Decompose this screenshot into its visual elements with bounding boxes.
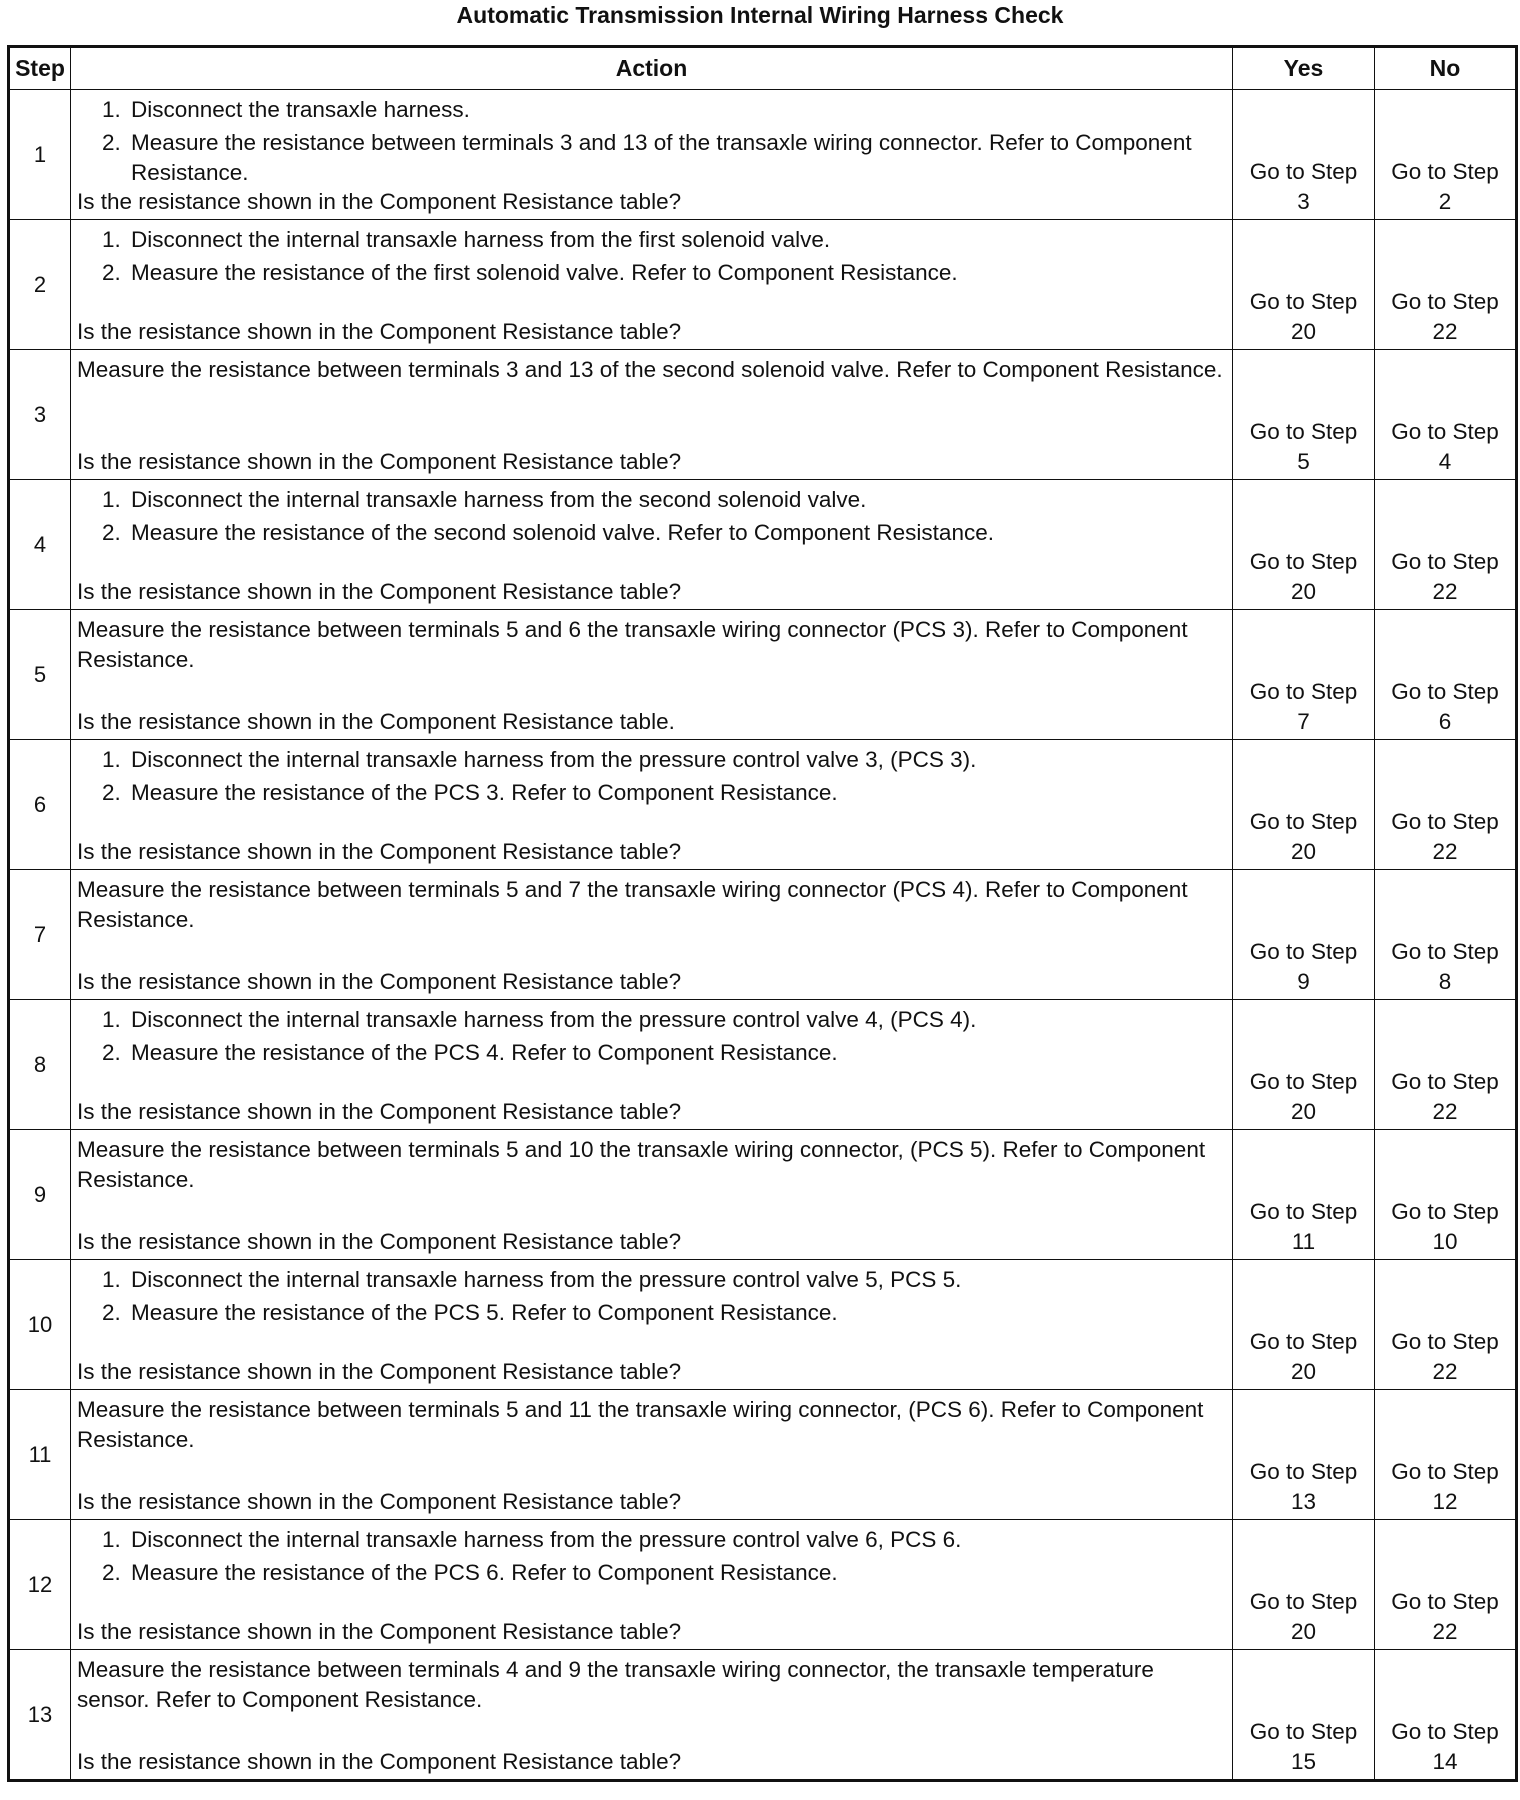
- go-to-step-label: Go to Step: [1391, 1329, 1499, 1354]
- no-target-step: 14: [1432, 1749, 1458, 1774]
- yes-target-step: 20: [1290, 1099, 1317, 1124]
- action-cell: [71, 1260, 1233, 1390]
- no-result: [1375, 937, 1515, 997]
- action-cell: [71, 740, 1233, 870]
- no-result: [1375, 1327, 1515, 1387]
- go-to-step-label: Go to Step: [1249, 1069, 1358, 1094]
- no-target-step: 22: [1432, 1099, 1458, 1124]
- action-question: Is the resistance shown in the Component Resistance table?: [77, 839, 682, 864]
- action-question: Is the resistance shown in the Component Resistance table?: [77, 1489, 682, 1514]
- yes-result-cell: [1233, 1520, 1375, 1650]
- harness-check-table: [7, 45, 1518, 1782]
- table-row: [9, 90, 1517, 220]
- go-to-step-label: Go to Step: [1391, 679, 1499, 704]
- substep-item: 1. Disconnect the internal transaxle harness from the second solenoid valve.: [127, 485, 1224, 515]
- go-to-step-label: Go to Step: [1249, 679, 1358, 704]
- action-instructions: [77, 875, 1224, 935]
- substep-list: [77, 1525, 1224, 1588]
- no-result: [1375, 287, 1515, 347]
- no-result: [1375, 547, 1515, 607]
- yes-result: [1233, 417, 1374, 477]
- no-result-cell: [1375, 610, 1517, 740]
- yes-result-cell: [1233, 350, 1375, 480]
- no-target-step: 8: [1438, 969, 1452, 994]
- yes-target-step: 3: [1297, 189, 1310, 214]
- substep-item: 1. Disconnect the internal transaxle harness from the pressure control valve 3, (PCS 3).: [127, 745, 1224, 775]
- yes-result: [1233, 1327, 1374, 1387]
- go-to-step-label: Go to Step: [1249, 1199, 1358, 1224]
- action-instructions: [77, 1655, 1224, 1715]
- action-cell: [71, 1130, 1233, 1260]
- action-question: Is the resistance shown in the Component Resistance table?: [77, 1229, 682, 1254]
- no-result-cell: [1375, 740, 1517, 870]
- action-instructions: [77, 1005, 1224, 1071]
- action-question: Is the resistance shown in the Component Resistance table?: [77, 1619, 682, 1644]
- yes-target-step: 20: [1290, 1619, 1317, 1644]
- table-row: [9, 1650, 1517, 1781]
- action-cell: [71, 1650, 1233, 1781]
- no-result-cell: [1375, 90, 1517, 220]
- no-result-cell: [1375, 870, 1517, 1000]
- table-row: [9, 610, 1517, 740]
- yes-target-step: 20: [1290, 579, 1317, 604]
- action-question: Is the resistance shown in the Component Resistance table?: [77, 1359, 682, 1384]
- action-cell: [71, 610, 1233, 740]
- action-cell: [71, 480, 1233, 610]
- table-row: [9, 1260, 1517, 1390]
- yes-result-cell: [1233, 870, 1375, 1000]
- table-body: [9, 90, 1517, 1781]
- no-result: [1375, 1717, 1515, 1777]
- yes-target-step: 15: [1290, 1749, 1317, 1774]
- action-cell: [71, 1390, 1233, 1520]
- yes-result: [1233, 1197, 1374, 1257]
- step-number: 8: [9, 1000, 71, 1130]
- action-cell: [71, 90, 1233, 220]
- substep-item: 1. Disconnect the internal transaxle harness from the pressure control valve 6, PCS 6.: [127, 1525, 1224, 1555]
- go-to-step-label: Go to Step: [1249, 809, 1358, 834]
- no-result-cell: [1375, 1260, 1517, 1390]
- yes-result: [1233, 1587, 1374, 1647]
- yes-result-cell: [1233, 1650, 1375, 1781]
- table-row: [9, 1520, 1517, 1650]
- no-target-step: 22: [1432, 839, 1458, 864]
- yes-result-cell: [1233, 1130, 1375, 1260]
- substep-list: [77, 1005, 1224, 1068]
- action-instructions: [77, 355, 1224, 385]
- action-instructions: [77, 485, 1224, 551]
- action-question: Is the resistance shown in the Component Resistance table?: [77, 449, 682, 474]
- yes-result-cell: [1233, 90, 1375, 220]
- step-number: 7: [9, 870, 71, 1000]
- go-to-step-label: Go to Step: [1249, 159, 1358, 184]
- action-cell: [71, 1520, 1233, 1650]
- substep-item: 2. Measure the resistance of the first solenoid valve. Refer to Component Resistance.: [127, 258, 1224, 288]
- yes-result: [1233, 1717, 1374, 1777]
- step-number: 11: [9, 1390, 71, 1520]
- yes-result-cell: [1233, 740, 1375, 870]
- action-paragraph: Measure the resistance between terminals 5 and 6 the transaxle wiring connector (PCS 3). Refer to Component Resistance.: [77, 617, 1188, 672]
- action-instructions: [77, 615, 1224, 675]
- action-instructions: [77, 745, 1224, 811]
- go-to-step-label: Go to Step: [1249, 419, 1358, 444]
- step-number: 5: [9, 610, 71, 740]
- action-question: Is the resistance shown in the Component Resistance table?: [77, 319, 682, 344]
- no-target-step: 22: [1432, 1359, 1458, 1384]
- action-question: Is the resistance shown in the Component Resistance table?: [77, 189, 682, 214]
- table-row: [9, 740, 1517, 870]
- substep-item: 1. Disconnect the internal transaxle harness from the pressure control valve 5, PCS 5.: [127, 1265, 1224, 1295]
- yes-result: [1233, 677, 1374, 737]
- action-instructions: [77, 1525, 1224, 1591]
- step-number: 10: [9, 1260, 71, 1390]
- go-to-step-label: Go to Step: [1249, 939, 1358, 964]
- yes-result: [1233, 157, 1374, 217]
- no-column-header: No: [1375, 47, 1517, 90]
- yes-result-cell: [1233, 1000, 1375, 1130]
- go-to-step-label: Go to Step: [1249, 1329, 1358, 1354]
- yes-target-step: 9: [1297, 969, 1310, 994]
- yes-column-header: Yes: [1233, 47, 1375, 90]
- step-number: 9: [9, 1130, 71, 1260]
- yes-result-cell: [1233, 220, 1375, 350]
- header-row: [9, 47, 1517, 90]
- substep-item: 2. Measure the resistance of the PCS 5. Refer to Component Resistance.: [127, 1298, 1224, 1328]
- go-to-step-label: Go to Step: [1391, 549, 1499, 574]
- no-result: [1375, 157, 1515, 217]
- no-result: [1375, 1587, 1515, 1647]
- go-to-step-label: Go to Step: [1391, 419, 1499, 444]
- no-result-cell: [1375, 480, 1517, 610]
- go-to-step-label: Go to Step: [1249, 1719, 1358, 1744]
- action-question: Is the resistance shown in the Component Resistance table?: [77, 1099, 682, 1124]
- substep-item: 1. Disconnect the internal transaxle harness from the first solenoid valve.: [127, 225, 1224, 255]
- yes-result-cell: [1233, 1390, 1375, 1520]
- go-to-step-label: Go to Step: [1391, 1199, 1499, 1224]
- action-instructions: [77, 1135, 1224, 1195]
- step-number: 6: [9, 740, 71, 870]
- action-instructions: [77, 225, 1224, 291]
- yes-target-step: 5: [1297, 449, 1310, 474]
- yes-result: [1233, 1067, 1374, 1127]
- step-number: 12: [9, 1520, 71, 1650]
- action-question: Is the resistance shown in the Component Resistance table?: [77, 969, 682, 994]
- go-to-step-label: Go to Step: [1249, 1589, 1358, 1614]
- substep-list: [77, 485, 1224, 548]
- no-target-step: 22: [1432, 319, 1458, 344]
- substep-list: [77, 95, 1224, 188]
- go-to-step-label: Go to Step: [1391, 159, 1499, 184]
- table-row: [9, 870, 1517, 1000]
- action-instructions: [77, 1395, 1224, 1455]
- action-question: Is the resistance shown in the Component Resistance table?: [77, 579, 682, 604]
- substep-list: [77, 745, 1224, 808]
- go-to-step-label: Go to Step: [1391, 1069, 1499, 1094]
- action-paragraph: Measure the resistance between terminals 5 and 7 the transaxle wiring connector (PCS 4). Refer to Component Resistance.: [77, 877, 1188, 932]
- go-to-step-label: Go to Step: [1391, 1459, 1499, 1484]
- action-paragraph: Measure the resistance between terminals 5 and 10 the transaxle wiring connector, (PCS 5). Refer to Component Resistance.: [77, 1137, 1206, 1192]
- yes-target-step: 20: [1290, 319, 1317, 344]
- go-to-step-label: Go to Step: [1391, 809, 1499, 834]
- table-row: [9, 220, 1517, 350]
- no-target-step: 10: [1432, 1229, 1458, 1254]
- action-paragraph: Measure the resistance between terminals 3 and 13 of the second solenoid valve. Refer to Component Resistance.: [77, 357, 1223, 382]
- table-row: [9, 1000, 1517, 1130]
- yes-result-cell: [1233, 610, 1375, 740]
- yes-target-step: 20: [1290, 1359, 1317, 1384]
- step-number: 3: [9, 350, 71, 480]
- no-target-step: 22: [1432, 1619, 1458, 1644]
- substep-item: 2. Measure the resistance of the PCS 3. Refer to Component Resistance.: [127, 778, 1224, 808]
- action-cell: [71, 220, 1233, 350]
- substep-item: 2. Measure the resistance of the second solenoid valve. Refer to Component Resistance.: [127, 518, 1224, 548]
- no-result-cell: [1375, 1000, 1517, 1130]
- substep-list: [77, 1265, 1224, 1328]
- no-result: [1375, 1197, 1515, 1257]
- go-to-step-label: Go to Step: [1249, 549, 1358, 574]
- no-target-step: 6: [1438, 709, 1452, 734]
- yes-result: [1233, 937, 1374, 997]
- substep-item: 1. Disconnect the internal transaxle harness from the pressure control valve 4, (PCS 4).: [127, 1005, 1224, 1035]
- action-instructions: [77, 1265, 1224, 1331]
- yes-target-step: 13: [1290, 1489, 1317, 1514]
- no-result: [1375, 677, 1515, 737]
- action-column-header: Action: [71, 47, 1233, 90]
- no-result-cell: [1375, 1130, 1517, 1260]
- no-result: [1375, 417, 1515, 477]
- substep-item: 2. Measure the resistance of the PCS 6. Refer to Component Resistance.: [127, 1558, 1224, 1588]
- substep-item: 2. Measure the resistance between terminals 3 and 13 of the transaxle wiring connector. Refer to Component Resistance.: [127, 128, 1224, 188]
- no-target-step: 22: [1432, 579, 1458, 604]
- action-question: Is the resistance shown in the Component Resistance table.: [77, 709, 675, 734]
- no-result-cell: [1375, 220, 1517, 350]
- table-row: [9, 350, 1517, 480]
- no-result: [1375, 807, 1515, 867]
- step-number: 2: [9, 220, 71, 350]
- no-result-cell: [1375, 1390, 1517, 1520]
- yes-target-step: 20: [1290, 839, 1317, 864]
- page-title: Automatic Transmission Internal Wiring Harness Check: [456, 2, 1064, 28]
- no-result: [1375, 1457, 1515, 1517]
- substep-item: 2. Measure the resistance of the PCS 4. Refer to Component Resistance.: [127, 1038, 1224, 1068]
- yes-result: [1233, 807, 1374, 867]
- action-cell: [71, 1000, 1233, 1130]
- step-number: 13: [9, 1650, 71, 1781]
- action-question: Is the resistance shown in the Component Resistance table?: [77, 1749, 682, 1774]
- table-row: [9, 480, 1517, 610]
- yes-result-cell: [1233, 1260, 1375, 1390]
- step-number: 4: [9, 480, 71, 610]
- go-to-step-label: Go to Step: [1249, 1459, 1358, 1484]
- action-instructions: [77, 95, 1224, 191]
- substep-item: 1. Disconnect the transaxle harness.: [127, 95, 1224, 125]
- action-paragraph: Measure the resistance between terminals 4 and 9 the transaxle wiring connector, the transaxle temperature sensor. Refer to Component Resistance.: [77, 1657, 1154, 1712]
- go-to-step-label: Go to Step: [1391, 289, 1499, 314]
- no-target-step: 2: [1438, 189, 1452, 214]
- action-cell: [71, 350, 1233, 480]
- go-to-step-label: Go to Step: [1391, 939, 1499, 964]
- step-column-header: Step: [9, 47, 71, 90]
- step-number: 1: [9, 90, 71, 220]
- yes-target-step: 11: [1291, 1229, 1316, 1254]
- go-to-step-label: Go to Step: [1391, 1719, 1499, 1744]
- go-to-step-label: Go to Step: [1249, 289, 1358, 314]
- yes-result: [1233, 547, 1374, 607]
- no-result-cell: [1375, 1650, 1517, 1781]
- yes-target-step: 7: [1297, 709, 1310, 734]
- yes-result: [1233, 1457, 1374, 1517]
- substep-list: [77, 225, 1224, 288]
- go-to-step-label: Go to Step: [1391, 1589, 1499, 1614]
- action-cell: [71, 870, 1233, 1000]
- yes-result: [1233, 287, 1374, 347]
- table-row: [9, 1130, 1517, 1260]
- table-row: [9, 1390, 1517, 1520]
- yes-result-cell: [1233, 480, 1375, 610]
- no-result: [1375, 1067, 1515, 1127]
- no-target-step: 4: [1438, 449, 1452, 474]
- no-target-step: 12: [1432, 1489, 1458, 1514]
- no-result-cell: [1375, 350, 1517, 480]
- action-paragraph: Measure the resistance between terminals 5 and 11 the transaxle wiring connector, (PCS 6). Refer to Component Resistance.: [77, 1397, 1204, 1452]
- no-result-cell: [1375, 1520, 1517, 1650]
